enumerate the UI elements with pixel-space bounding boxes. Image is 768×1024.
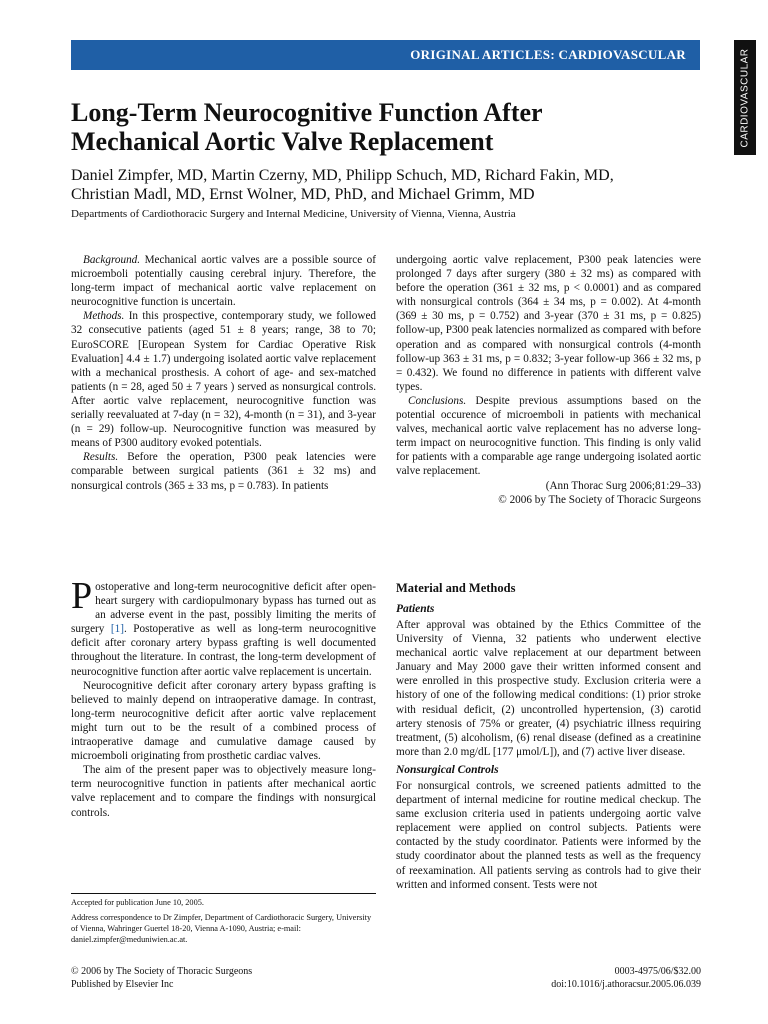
drop-cap: P: [71, 575, 93, 617]
footer-copyright: © 2006 by The Society of Thoracic Surgeons: [71, 966, 253, 977]
methods-section-heading: Material and Methods: [396, 581, 516, 595]
section-banner-label: ORIGINAL ARTICLES: CARDIOVASCULAR: [410, 47, 686, 62]
intro-paragraph-3: The aim of the present paper was to objectively measure long-term neurocognitive function in patients after mechanical aortic valve replacement and to compare the findings with nonsurgical controls.: [71, 764, 376, 819]
abstract-copyright: © 2006 by The Society of Thoracic Surgeons: [498, 493, 701, 506]
results-label: Results.: [83, 451, 119, 464]
abstract-background: [71, 253, 376, 309]
patients-subheading: Patients: [396, 603, 435, 615]
body-right-column: [396, 580, 701, 892]
intro-p1-part-a: ostoperative and long-term neurocognitive deficit after open-heart surgery with cardiopulmonary bypass has turned out as an adverse event in the past, possibly limiting the merits of surgery: [71, 581, 376, 636]
journal-citation: (Ann Thorac Surg 2006;81:29–33): [545, 479, 701, 492]
results-text: Before the operation, P300 peak latencies were comparable between surgical patients (361 ± 32 ms) and nonsurgical controls (365 ± 33 ms, p = 0.783). In patients: [71, 451, 376, 492]
footer-left: [71, 966, 376, 991]
authors-line-1: Daniel Zimpfer, MD, Martin Czerny, MD, Philipp Schuch, MD, Richard Fakin, MD,: [71, 167, 614, 184]
footnotes: [71, 893, 376, 949]
patients-paragraph: After approval was obtained by the Ethics Committee of the University of Vienna, 32 patients who underwent elective mechanical aortic valve replacement at our department between January and May 2000 gave their written informed consent and were enrolled in this prospective study. Exclusion criteria were a history of one of the following medical conditions: (1) prior stroke with residual deficit, (2) uncontrolled hypertension, (3) carotid artery stenosis of 75% or greater, (4) psychiatric illness requiring treatment, (5) alcoholism, (6) renal disease (defined as a creatinine more than 2.0 mg/dL [177 μmol/L]), and (7) active liver disease.: [396, 619, 701, 758]
conclusions-label: Conclusions.: [408, 394, 467, 407]
controls-subheading: Nonsurgical Controls: [396, 763, 499, 776]
abstract-conclusions: [396, 394, 701, 479]
conclusions-text: Despite previous assumptions based on the potential occurence of microemboli in patients with mechanical valves, mechanical aortic valve replacement has no adverse long-term impact on neurocognitive function. This finding is only valid for patients with a comparable age range undergoing isolated aortic valve replacement.: [396, 394, 701, 478]
side-section-tab-label: CARDIOVASCULAR: [739, 47, 751, 148]
background-text: Mechanical aortic valves are a possible source of microemboli potentially causing cerebral injury. Therefore, the long-term impact of mechanical aortic valve replacement on neurocognitive function is uncertain.: [71, 254, 377, 309]
abstract-results-continued: undergoing aortic valve replacement, P300 peak latencies were prolonged 7 days after surgery (380 ± 32 ms) as compared with before the operation (361 ± 32 ms, p < 0.0001) and as compared with nonsurgical controls (364 ± 34 ms, p = 0.002). At 4-month (369 ± 30 ms, p = 0.752) and 3-year (370 ± 31 ms, p = 0.825) follow-up, P300 peak latencies normalized as compared with before operation and as compared with nonsurgical controls (4-month follow-up 363 ± 31 ms, p = 0.832; 3-year follow-up 366 ± 32 ms, p = 0.432). We found no difference in patients with different valve types.: [396, 254, 701, 393]
accepted-date: Accepted for publication June 10, 2005.: [71, 898, 204, 907]
side-section-tab: [734, 40, 756, 155]
body-left-column: [71, 575, 376, 820]
abstract-results: [71, 450, 376, 492]
methods-label: Methods.: [83, 310, 125, 323]
footer-publisher: Published by Elsevier Inc: [71, 978, 174, 990]
title-line-1: Long-Term Neurocognitive Function After: [71, 98, 543, 127]
footer-doi: doi:10.1016/j.athoracsur.2005.06.039: [551, 978, 701, 990]
title-line-2: Mechanical Aortic Valve Replacement: [71, 127, 494, 156]
abstract-left-column: [71, 253, 376, 493]
methods-text: In this prospective, contemporary study, we followed 32 consecutive patients (aged 51 ± 8 years; range, 38 to 70; EuroSCORE [European System for Cardiac Operative Risk Evaluation] 4.4 ± 1.7) undergoing isolated aortic valve replacement with a mechanical prosthesis. A cohort of age- and sex-matched patients (n = 28, aged 50 ± 7 years ) served as nonsurgical controls. After aortic valve replacement, neurocognitive function was serially reevaluated at 7-day (n = 32), 4-month (n = 31), and 3-year (n = 29) follow-up. Neurocognitive function was measured by means of P300 auditory evoked potentials.: [71, 310, 376, 450]
affiliations: Departments of Cardiothoracic Surgery and Internal Medicine, University of Vienna, Vienna, Austria: [71, 208, 516, 220]
reference-link-1[interactable]: [1]: [110, 623, 124, 636]
article-title: [71, 98, 711, 156]
footer-right: [396, 966, 701, 991]
background-label: Background.: [83, 254, 141, 266]
authors-line-2: Christian Madl, MD, Ernst Wolner, MD, PhD, and Michael Grimm, MD: [71, 186, 535, 203]
intro-paragraph-1: [71, 575, 376, 679]
author-list: [71, 166, 711, 204]
correspondence-address: Address correspondence to Dr Zimpfer, Department of Cardiothoracic Surgery, University of Vienna, Wahringer Guertel 18-20, Vienna A-1090, Austria; e-mail: daniel.zimpfer@meduniwien.ac.at.: [71, 913, 372, 944]
controls-paragraph: For nonsurgical controls, we screened patients admitted to the department of internal medicine for routine medical checkup. The same exclusion criteria used in patients undergoing aortic valve replacement were applied on control subjects. Patients were contacted by the study coordinator. Patients were informed by the study coordinator about the planned tests as well as the frequency of reexamination. All patients serving as controls had to give their written and informed consent. Tests were not: [396, 779, 701, 891]
abstract-right-column: [396, 253, 701, 507]
intro-p1-part-b: . Postoperative as well as long-term neurocognitive deficit after coronary artery bypass grafting is well documented throughout the literature. In contrast, the long-term development of neurocognitive function after aortic valve replacement is uncertain.: [71, 623, 376, 678]
abstract-methods: [71, 309, 376, 450]
intro-paragraph-2: Neurocognitive deficit after coronary artery bypass grafting is believed to mainly depend on intraoperative damage. In contrast, long-term neurocognitive deficit after aortic valve replacement might turn out to be the result of a combined process of intraoperative damage and cumulative damage caused by microemboli originating from prosthetic cardiac valves.: [71, 679, 376, 763]
section-banner: [71, 40, 700, 70]
footer-issn: 0003-4975/06/$32.00: [614, 966, 701, 977]
